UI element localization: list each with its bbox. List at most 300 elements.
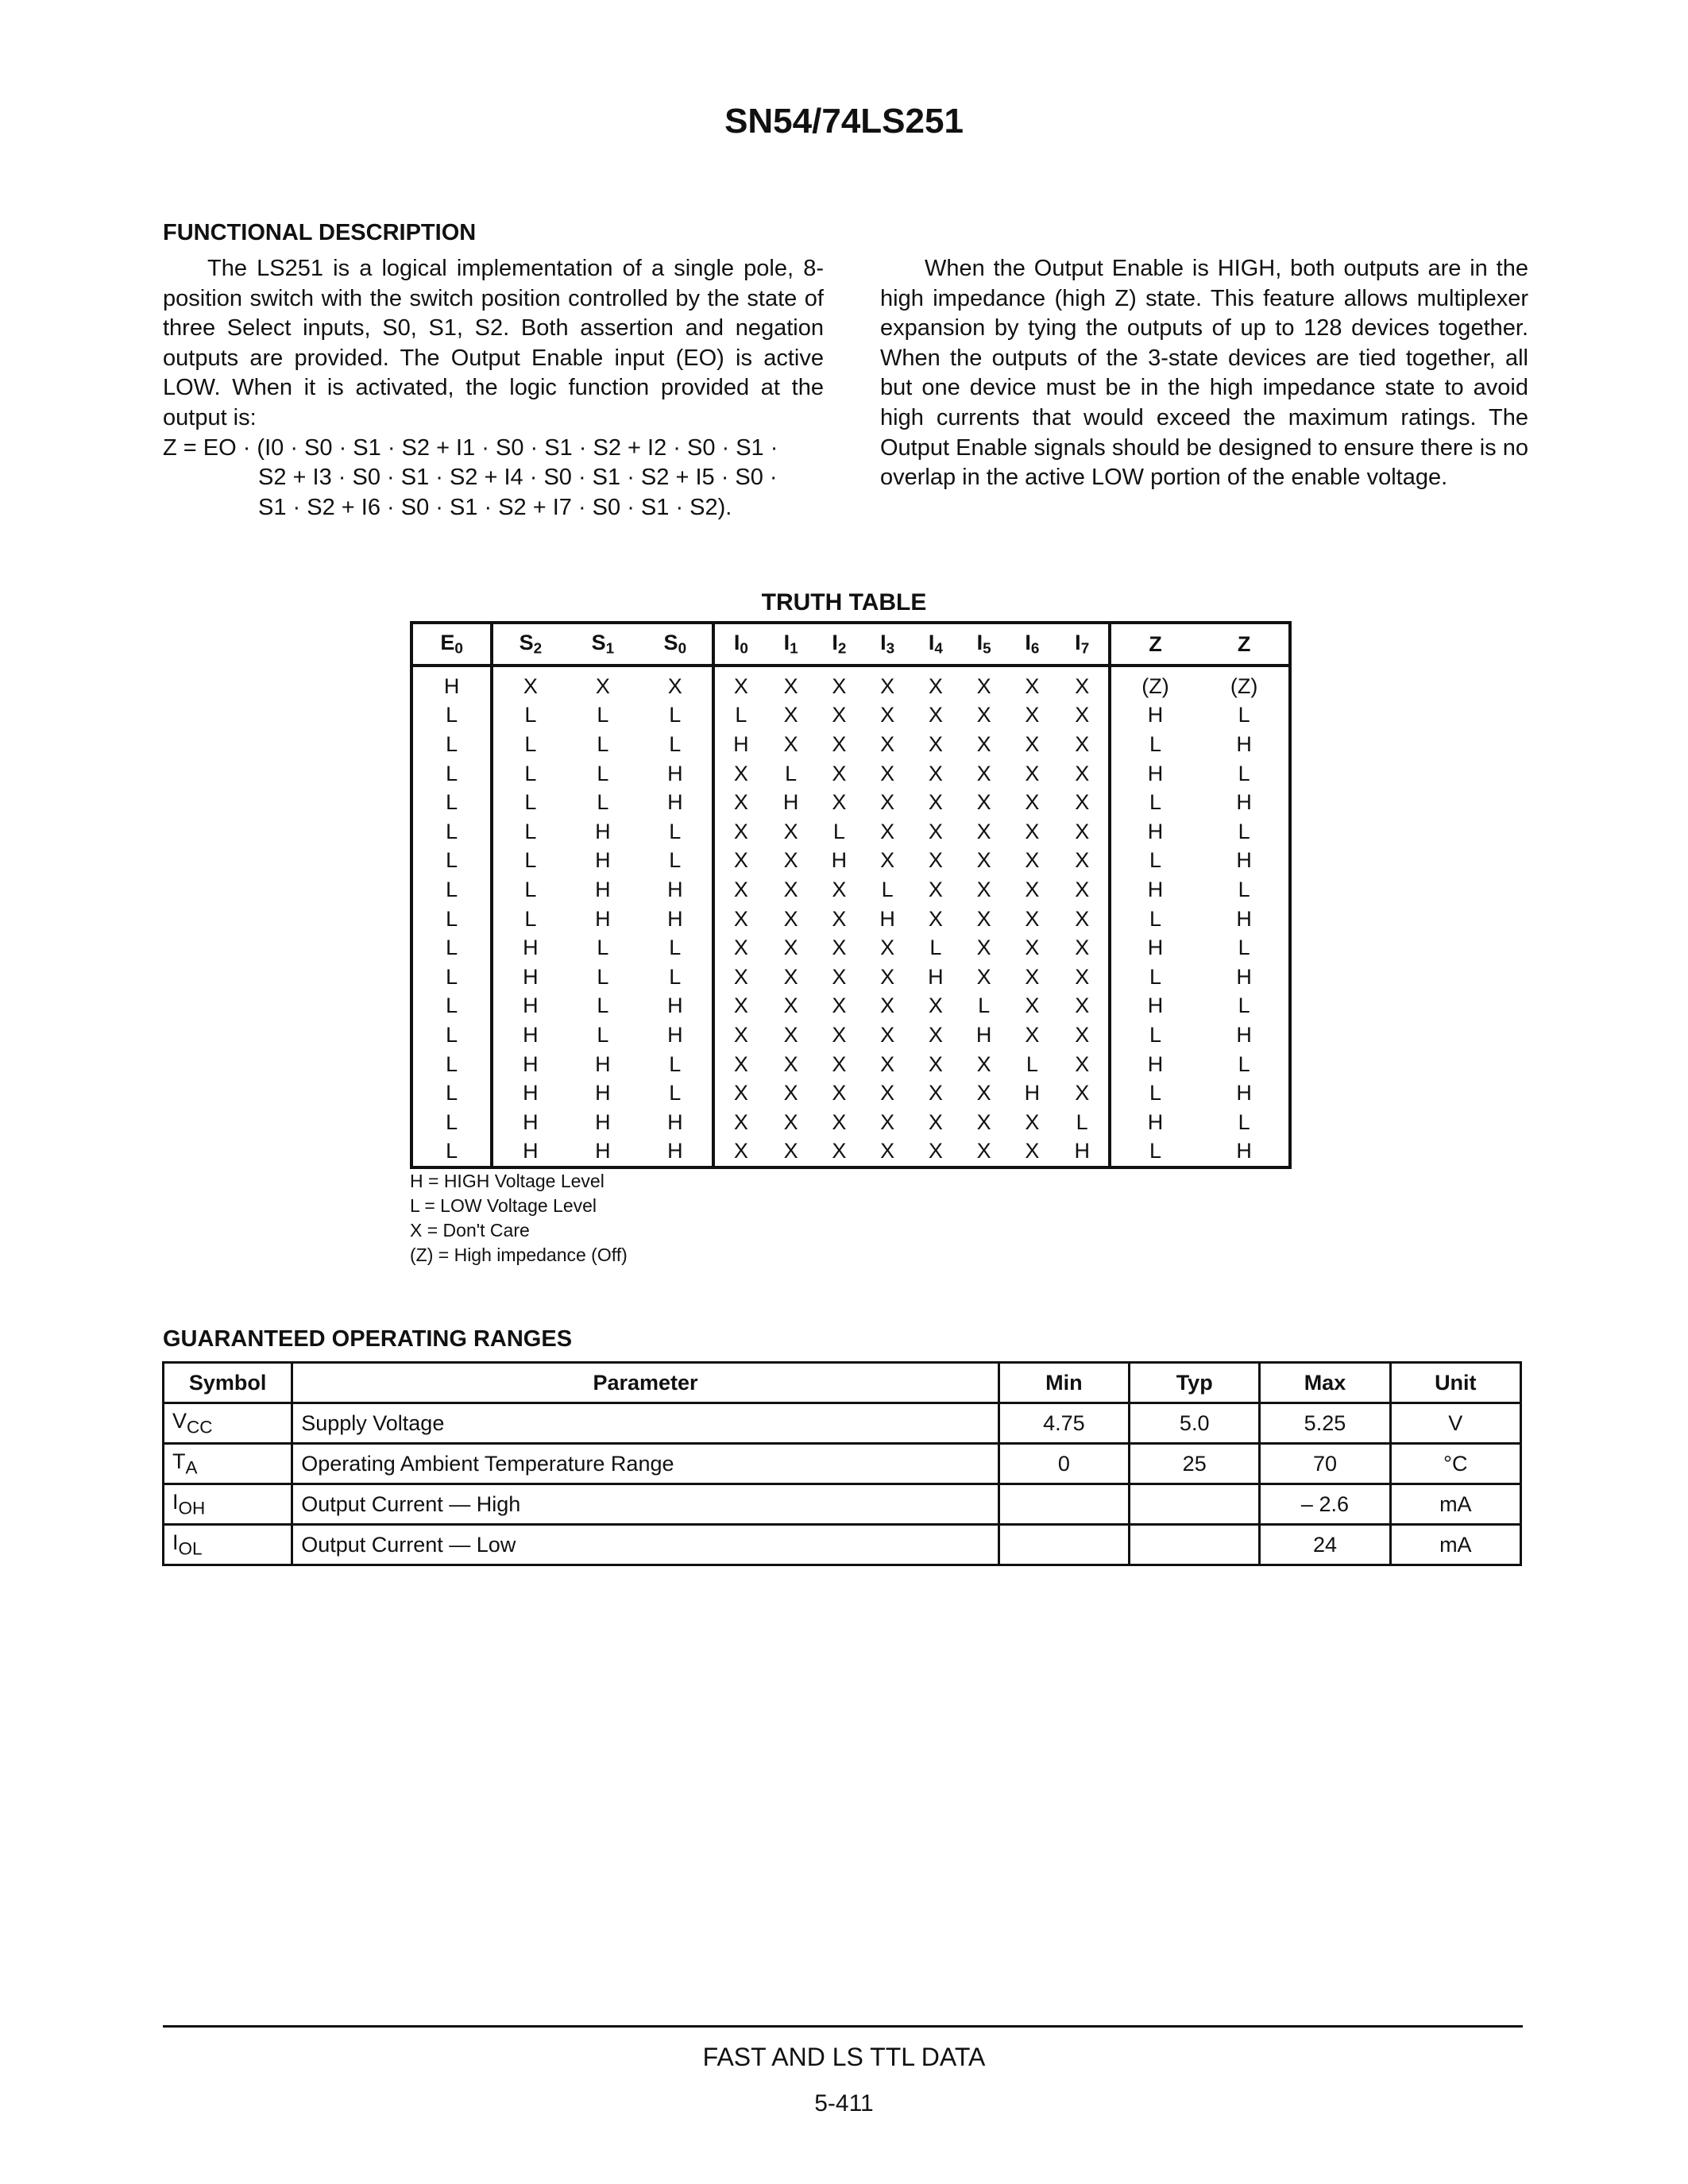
truth-table-cell: L	[597, 1022, 609, 1047]
truth-table-cell: X	[928, 673, 943, 698]
truth-table-cell: X	[783, 673, 798, 698]
header-letter: I	[976, 630, 983, 654]
truth-table-cell: X	[928, 761, 943, 785]
truth-table-header-cell	[713, 623, 767, 666]
typ-cell	[1130, 1525, 1260, 1565]
truth-table-cell: L	[638, 963, 713, 992]
truth-table-cell: X	[880, 848, 895, 873]
truth-table-cell: X	[1056, 905, 1110, 934]
truth-table-cell: H	[638, 905, 713, 934]
truth-table-header-cell	[1199, 623, 1290, 666]
truth-table-cell: H	[595, 1081, 611, 1106]
parameter-cell: Operating Ambient Temperature Range	[292, 1444, 999, 1484]
truth-table-cell: X	[880, 1139, 895, 1163]
truth-table-row	[411, 701, 1290, 731]
truth-table-cell: L	[597, 731, 609, 756]
truth-table-cell: X	[832, 703, 847, 727]
truth-table-cell: X	[976, 1051, 991, 1076]
truth-table-cell: X	[880, 819, 895, 843]
operating-range-row	[164, 1525, 1521, 1565]
truth-table-cell: L	[411, 847, 492, 876]
truth-table-cell: X	[832, 1109, 847, 1134]
truth-table-cell: L	[1238, 1109, 1250, 1134]
operating-ranges-table	[162, 1361, 1522, 1566]
legend-high: H = HIGH Voltage Level	[410, 1171, 605, 1191]
truth-table-cell: X	[733, 964, 748, 989]
operating-ranges-heading: GUARANTEED OPERATING RANGES	[163, 1326, 573, 1352]
truth-table-cell: H	[975, 1022, 992, 1047]
max-cell: 5.25	[1260, 1403, 1390, 1444]
truth-table-cell: H	[595, 848, 611, 873]
truth-table-row	[411, 788, 1290, 817]
truth-table-cell: X	[1056, 817, 1110, 847]
truth-table-cell: X	[880, 1109, 895, 1134]
truth-table-cell: X	[832, 673, 847, 698]
truth-table-cell: H	[595, 1139, 611, 1163]
logic-equation	[163, 434, 824, 523]
truth-table-cell: L	[411, 875, 492, 905]
truth-table-cell: L	[638, 730, 713, 759]
truth-table-cell: X	[976, 1139, 991, 1163]
truth-table-row	[411, 1078, 1290, 1108]
truth-table-cell: X	[976, 1109, 991, 1134]
truth-table-header-cell	[492, 623, 567, 666]
truth-table-cell: L	[411, 1050, 492, 1079]
truth-table-cell: X	[1056, 1050, 1110, 1079]
header-subscript: 6	[1030, 640, 1040, 658]
truth-table-cell: X	[880, 761, 895, 785]
truth-table-cell: L	[1238, 877, 1250, 901]
truth-table-cell: L	[411, 963, 492, 992]
truth-table-cell: X	[1056, 759, 1110, 789]
truth-table-cell: X	[733, 848, 748, 873]
header-letter: S	[519, 630, 534, 654]
truth-table-cell: X	[928, 819, 943, 843]
header-subscript: 2	[533, 640, 543, 658]
min-cell: 4.75	[999, 1403, 1129, 1444]
truth-table-cell: L	[1149, 1081, 1161, 1106]
truth-table-cell: X	[976, 673, 991, 698]
truth-table-row	[411, 817, 1290, 847]
truth-table-cell: X	[976, 1081, 991, 1106]
truth-table-cell: X	[733, 877, 748, 901]
truth-table-cell: L	[1238, 819, 1250, 843]
truth-table-cell: X	[783, 1109, 798, 1134]
truth-table-cell: H	[411, 666, 492, 701]
truth-table-cell: X	[976, 964, 991, 989]
header-max: Max	[1260, 1363, 1390, 1403]
symbol-subscript: CC	[187, 1417, 213, 1437]
truth-table-cell: H	[1236, 1139, 1252, 1163]
header-letter: I	[1075, 630, 1081, 654]
header-subscript: 4	[934, 640, 943, 658]
header-letter: I	[880, 630, 886, 654]
truth-table-row	[411, 933, 1290, 963]
truth-table-cell: X	[523, 673, 538, 698]
truth-table-cell: L	[524, 848, 537, 873]
truth-table-cell: X	[880, 1051, 895, 1076]
truth-table-cell: L	[524, 877, 537, 901]
functional-description-heading: FUNCTIONAL DESCRIPTION	[163, 220, 477, 245]
truth-table-cell: X	[733, 1051, 748, 1076]
truth-table-cell: X	[1025, 964, 1040, 989]
truth-table-cell: X	[1025, 790, 1040, 815]
truth-table-cell: X	[832, 1139, 847, 1163]
page-number: 5-411	[814, 2090, 874, 2116]
legend-dont-care: X = Don't Care	[410, 1220, 530, 1241]
header-subscript: 1	[790, 640, 798, 658]
header-subscript: 7	[1080, 640, 1090, 658]
truth-table-cell: H	[1236, 731, 1252, 756]
logic-equation-line-3: S1 · S2 + I6 · S0 · S1 · S2 + I7 · S0 · S1 · S2).	[258, 494, 732, 520]
truth-table-cell: H	[928, 964, 944, 989]
truth-table-cell: X	[928, 877, 943, 901]
truth-table-cell: L	[978, 994, 991, 1018]
truth-table-cell: L	[411, 788, 492, 817]
truth-table-cell: H	[1147, 703, 1164, 727]
functional-description-paragraph: The LS251 is a logical implementation of a single pole, 8-position switch with the switch position controlled by the state of three Select inputs, S0, S1, S2. Both assertion and negation outputs are provided. The Output Enable input (EO) is active LOW. When it is activated, the logic function provided at the output is:	[163, 256, 824, 430]
symbol-letter: T	[172, 1449, 186, 1473]
symbol-letter: I	[172, 1530, 179, 1554]
truth-table-cell: H	[782, 790, 799, 815]
truth-table-cell: X	[1025, 1139, 1040, 1163]
truth-table-cell: X	[733, 819, 748, 843]
truth-table-cell: H	[1147, 877, 1164, 901]
truth-table-cell: X	[880, 936, 895, 960]
truth-table-cell: L	[524, 761, 537, 785]
truth-table-cell: L	[1149, 906, 1161, 931]
truth-table-cell: L	[524, 819, 537, 843]
truth-table-cell: L	[832, 819, 845, 843]
truth-table-cell: L	[929, 936, 942, 960]
truth-table	[410, 621, 1292, 1169]
truth-table-row	[411, 1050, 1290, 1079]
header-min: Min	[999, 1363, 1129, 1403]
header-letter: Z	[1149, 631, 1162, 656]
truth-table-cell: L	[638, 701, 713, 731]
truth-table-cell: H	[1147, 819, 1164, 843]
truth-table-cell: X	[832, 790, 847, 815]
logic-equation-line-1: Z = EO · (I0 · S0 · S1 · S2 + I1 · S0 · S1 · S2 + I2 · S0 · S1 ·	[163, 434, 778, 461]
header-subscript: 2	[837, 640, 847, 658]
truth-table-cell: X	[976, 819, 991, 843]
parameter-cell: Output Current — High	[292, 1484, 999, 1525]
truth-table-cell: L	[411, 817, 492, 847]
truth-table-cell: H	[1236, 1022, 1252, 1047]
truth-table-cell: X	[1056, 1021, 1110, 1050]
truth-table-header-cell	[863, 623, 912, 666]
truth-table-cell: X	[1025, 673, 1040, 698]
truth-table-cell: L	[1149, 731, 1161, 756]
operating-range-row	[164, 1444, 1521, 1484]
truth-table-cell: L	[735, 703, 747, 727]
truth-table-cell: H	[879, 906, 895, 931]
truth-table-cell: L	[597, 790, 609, 815]
truth-table-cell: X	[928, 1109, 943, 1134]
header-subscript: 0	[454, 640, 463, 658]
parameter-cell: Output Current — Low	[292, 1525, 999, 1565]
truth-table-cell: X	[783, 703, 798, 727]
truth-table-cell: H	[1236, 906, 1252, 931]
truth-table-cell: L	[1238, 761, 1250, 785]
unit-cell: mA	[1390, 1484, 1520, 1525]
truth-table-cell: H	[1147, 1051, 1164, 1076]
truth-table-cell: H	[595, 1051, 611, 1076]
truth-table-cell: X	[832, 906, 847, 931]
truth-table-cell: L	[638, 1078, 713, 1108]
truth-table-cell: X	[1025, 994, 1040, 1018]
header-subscript: 1	[605, 640, 615, 658]
truth-table-cell: X	[1056, 666, 1110, 701]
truth-table-cell: L	[411, 905, 492, 934]
truth-table-cell: X	[832, 964, 847, 989]
legend-low: L = LOW Voltage Level	[410, 1195, 597, 1216]
truth-table-cell: X	[638, 666, 713, 701]
truth-table-cell: X	[880, 964, 895, 989]
truth-table-cell: X	[733, 936, 748, 960]
min-cell: 0	[999, 1444, 1129, 1484]
truth-table-cell: X	[928, 1081, 943, 1106]
truth-table-row	[411, 1108, 1290, 1137]
symbol-letter: I	[172, 1489, 179, 1514]
truth-table-cell: H	[1147, 994, 1164, 1018]
truth-table-cell: X	[976, 731, 991, 756]
symbol-cell	[164, 1525, 292, 1565]
header-letter: S	[591, 630, 606, 654]
truth-table-cell: L	[1149, 1139, 1161, 1163]
truth-table-cell: H	[1236, 848, 1252, 873]
truth-table-header-cell	[767, 623, 815, 666]
truth-table-cell: X	[783, 731, 798, 756]
truth-table-cell: L	[638, 933, 713, 963]
truth-table-header-cell	[815, 623, 863, 666]
truth-table-row	[411, 1137, 1290, 1168]
header-subscript: 0	[678, 640, 687, 658]
truth-table-cell: X	[1056, 1078, 1110, 1108]
truth-table-row	[411, 992, 1290, 1021]
truth-table-cell: X	[783, 936, 798, 960]
truth-table-cell: H	[595, 906, 611, 931]
truth-table-cell: X	[783, 819, 798, 843]
header-parameter: Parameter	[292, 1363, 999, 1403]
truth-table-cell: X	[733, 906, 748, 931]
truth-table-cell: X	[928, 1022, 943, 1047]
truth-table-cell: X	[880, 673, 895, 698]
truth-table-cell: X	[1025, 731, 1040, 756]
truth-table-cell: X	[976, 936, 991, 960]
functional-description-right-column	[880, 254, 1528, 493]
truth-table-cell: X	[1056, 992, 1110, 1021]
truth-table-cell: L	[524, 906, 537, 931]
truth-table-cell: X	[783, 906, 798, 931]
truth-table-cell: H	[523, 964, 539, 989]
header-subscript: 3	[886, 640, 895, 658]
truth-table-cell: X	[1025, 703, 1040, 727]
truth-table-header-cell	[1056, 623, 1110, 666]
truth-table-cell: L	[1149, 790, 1161, 815]
truth-table-cell: X	[976, 906, 991, 931]
truth-table-cell: (Z)	[1230, 673, 1258, 698]
truth-table-cell: L	[524, 790, 537, 815]
truth-table-cell: H	[1236, 964, 1252, 989]
truth-table-cell: X	[880, 1081, 895, 1106]
truth-table-cell: L	[597, 936, 609, 960]
truth-table-cell: X	[880, 703, 895, 727]
symbol-letter: V	[172, 1408, 187, 1433]
truth-table-cell: X	[783, 1081, 798, 1106]
truth-table-header-cell	[638, 623, 713, 666]
truth-table-cell: L	[411, 1137, 492, 1168]
truth-table-body	[411, 666, 1290, 1167]
truth-table-cell: X	[976, 790, 991, 815]
typ-cell: 25	[1130, 1444, 1260, 1484]
header-symbol: Symbol	[164, 1363, 292, 1403]
truth-table-cell: X	[733, 790, 748, 815]
truth-table-cell: L	[597, 703, 609, 727]
header-letter: E	[440, 630, 455, 654]
truth-table-cell: X	[928, 994, 943, 1018]
truth-table-cell: X	[928, 1139, 943, 1163]
truth-table-cell: L	[881, 877, 894, 901]
truth-table-cell: H	[638, 788, 713, 817]
truth-table-cell: X	[1025, 906, 1040, 931]
truth-table-title: TRUTH TABLE	[761, 589, 927, 615]
truth-table-cell: L	[411, 1108, 492, 1137]
truth-table-cell: H	[523, 1051, 539, 1076]
truth-table-cell: L	[1149, 1022, 1161, 1047]
truth-table-cell: X	[976, 848, 991, 873]
truth-table-cell: X	[733, 1109, 748, 1134]
truth-table-cell: H	[733, 731, 749, 756]
operating-range-row	[164, 1484, 1521, 1525]
truth-table-row	[411, 905, 1290, 934]
header-letter: I	[733, 630, 740, 654]
footer-divider	[163, 2025, 1523, 2028]
truth-table-cell: X	[783, 1022, 798, 1047]
truth-table-header-cell	[1110, 623, 1200, 666]
truth-table-cell: (Z)	[1141, 673, 1169, 698]
operating-ranges-header-row	[164, 1363, 1521, 1403]
truth-table-cell: X	[1056, 701, 1110, 731]
truth-table-cell: H	[1056, 1137, 1110, 1168]
truth-table-header-cell	[411, 623, 492, 666]
truth-table-cell: X	[733, 1139, 748, 1163]
truth-table-cell: L	[524, 703, 537, 727]
truth-table-cell: H	[1147, 1109, 1164, 1134]
truth-table-cell: X	[733, 994, 748, 1018]
truth-table-cell: L	[597, 994, 609, 1018]
truth-table-row	[411, 875, 1290, 905]
truth-table-cell: X	[1056, 847, 1110, 876]
truth-table-cell: H	[1147, 761, 1164, 785]
truth-table-cell: L	[1056, 1108, 1110, 1137]
symbol-subscript: OL	[178, 1538, 203, 1559]
truth-table-cell: X	[880, 1022, 895, 1047]
footer-text: FAST AND LS TTL DATA	[702, 2043, 986, 2071]
truth-table-cell: X	[832, 731, 847, 756]
truth-table-row	[411, 847, 1290, 876]
truth-table-cell: X	[928, 790, 943, 815]
truth-table-cell: H	[1024, 1081, 1041, 1106]
truth-table-cell: H	[638, 992, 713, 1021]
truth-table-cell: L	[1149, 848, 1161, 873]
max-cell: 70	[1260, 1444, 1390, 1484]
truth-table-cell: H	[638, 1108, 713, 1137]
truth-table-cell: X	[1025, 936, 1040, 960]
truth-table-cell: X	[733, 761, 748, 785]
truth-table-cell: L	[411, 992, 492, 1021]
parameter-cell: Supply Voltage	[292, 1403, 999, 1444]
truth-table-cell: X	[733, 673, 748, 698]
min-cell	[999, 1525, 1129, 1565]
truth-table-legend	[410, 1169, 628, 1268]
truth-table-cell: X	[1025, 848, 1040, 873]
truth-table-cell: X	[928, 1051, 943, 1076]
truth-table-cell: X	[783, 1139, 798, 1163]
truth-table-cell: L	[1238, 703, 1250, 727]
truth-table-cell: X	[783, 877, 798, 901]
symbol-subscript: A	[185, 1457, 198, 1478]
truth-table-cell: L	[411, 701, 492, 731]
truth-table-cell: H	[638, 1021, 713, 1050]
truth-table-cell: L	[524, 731, 537, 756]
max-cell: 24	[1260, 1525, 1390, 1565]
truth-table-cell: L	[1238, 1051, 1250, 1076]
truth-table-cell: H	[595, 877, 611, 901]
unit-cell: V	[1390, 1403, 1520, 1444]
header-letter: I	[783, 630, 790, 654]
header-letter: I	[928, 630, 935, 654]
truth-table-cell: L	[411, 730, 492, 759]
page-title: SN54/74LS251	[724, 102, 964, 141]
typ-cell: 5.0	[1130, 1403, 1260, 1444]
truth-table-cell: L	[597, 964, 609, 989]
truth-table-cell: X	[832, 877, 847, 901]
truth-table-cell: X	[783, 964, 798, 989]
truth-table-cell: H	[638, 875, 713, 905]
truth-table-cell: L	[1149, 964, 1161, 989]
truth-table-cell: X	[783, 848, 798, 873]
truth-table-cell: X	[976, 761, 991, 785]
truth-table-cell: X	[880, 790, 895, 815]
truth-table-cell: L	[638, 847, 713, 876]
truth-table-row	[411, 1021, 1290, 1050]
truth-table-cell: X	[976, 703, 991, 727]
truth-table-cell: H	[523, 994, 539, 1018]
truth-table-cell: X	[880, 994, 895, 1018]
min-cell	[999, 1484, 1129, 1525]
truth-table-cell: X	[1025, 1022, 1040, 1047]
truth-table-cell: L	[785, 761, 798, 785]
truth-table-cell: X	[1056, 933, 1110, 963]
truth-table-cell: X	[928, 906, 943, 931]
truth-table-cell: X	[783, 994, 798, 1018]
functional-description-left-column	[163, 254, 824, 523]
truth-table-cell: X	[783, 1051, 798, 1076]
truth-table-cell: L	[1238, 994, 1250, 1018]
truth-table-header-cell	[567, 623, 638, 666]
header-subscript: 0	[740, 640, 748, 658]
truth-table-cell: H	[1236, 1081, 1252, 1106]
logic-equation-line-2: S2 + I3 · S0 · S1 · S2 + I4 · S0 · S1 · S2 + I5 · S0 ·	[258, 465, 778, 491]
truth-table-cell: L	[1026, 1051, 1038, 1076]
truth-table-header-cell	[912, 623, 960, 666]
truth-table-header-row	[411, 623, 1290, 666]
truth-table-cell: L	[411, 1078, 492, 1108]
truth-table-cell: H	[1236, 790, 1252, 815]
truth-table-cell: X	[1056, 788, 1110, 817]
output-enable-paragraph: When the Output Enable is HIGH, both outputs are in the high impedance (high Z) state. This feature allows multiplexer expansion by tying the outputs of up to 128 devices together. When the outputs of the 3-state devices are tied together, all but one device must be in the high impedance state to avoid high currents that would exceed the maximum ratings. The Output Enable signals should be designed to ensure there is no overlap in the active LOW portion of the enable voltage.	[880, 256, 1528, 491]
